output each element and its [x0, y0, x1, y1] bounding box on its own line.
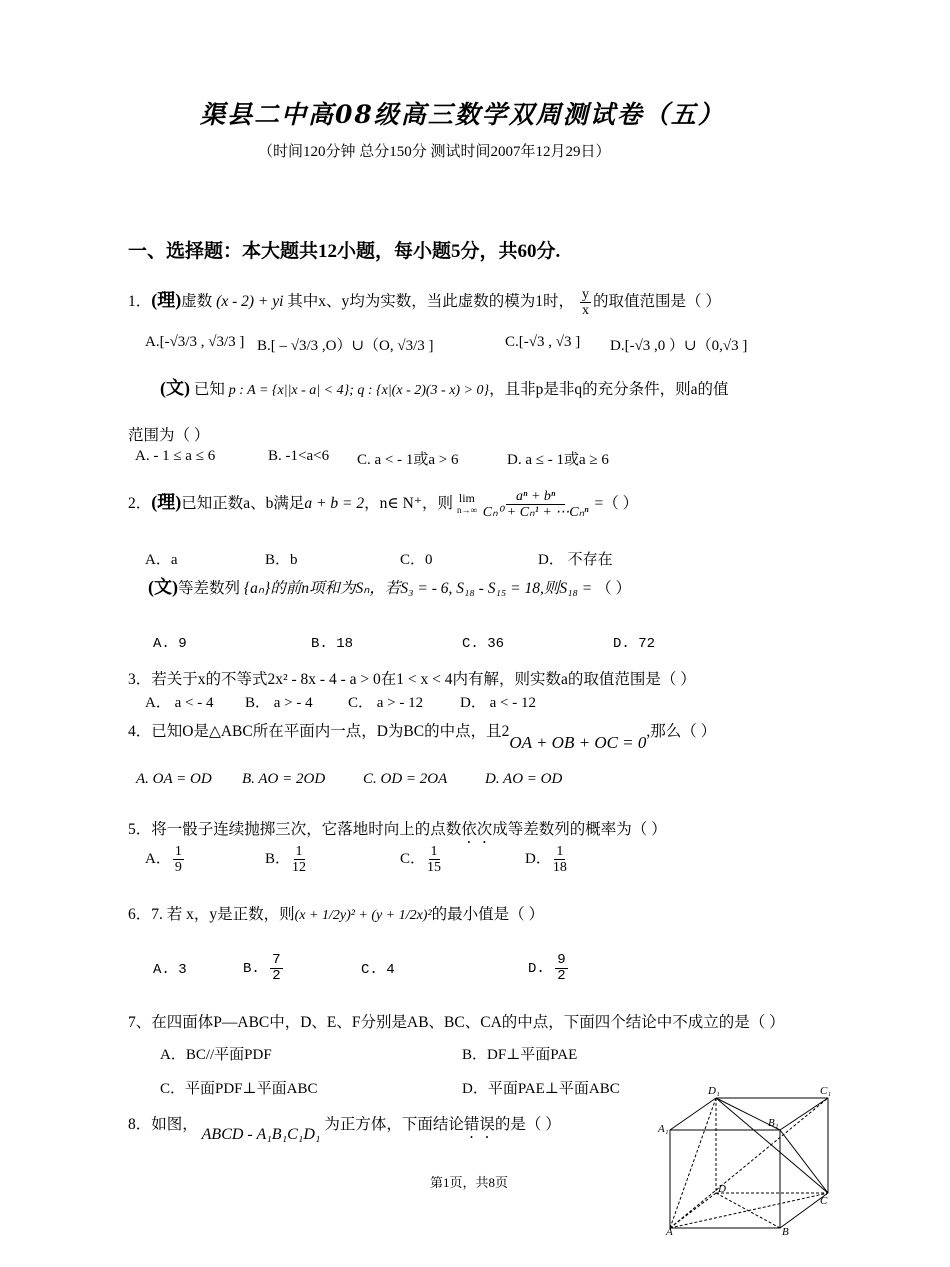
vertex-label: C: [820, 1195, 828, 1207]
vertex-label: D₁: [708, 1085, 720, 1097]
option-a[interactable]: A．a: [145, 552, 178, 568]
question-8: [128, 1112, 561, 1142]
emphasis: 错误: [463, 1116, 495, 1133]
front-face: [670, 1130, 780, 1228]
question-text: 成等差数列的概率为（ ）: [492, 821, 667, 838]
option-c[interactable]: C. a < - 1或a > 6: [357, 452, 459, 468]
question-text: 已知: [193, 381, 225, 398]
question-text: （ ）: [596, 580, 631, 597]
math-expression: ABCD - A₁B₁C₁D₁: [201, 1126, 321, 1143]
option-a[interactable]: A.[-√3/3 , √3/3 ]: [145, 334, 245, 350]
vertex-label: D: [718, 1183, 726, 1195]
math-expression: {aₙ}的前n项和为Sₙ，若S₃ = - 6, S₁₈ - S₁₅ = 18,则S₁₈ =: [243, 580, 593, 597]
question-text: 其中x、y均为实数，当此虚数的模为1时，: [287, 293, 575, 310]
page-number: 第1页，共8页: [430, 1175, 509, 1190]
option-b[interactable]: B. -1<a<6: [268, 448, 330, 464]
option-d[interactable]: D. AO = OD: [485, 771, 563, 787]
exam-info: （时间120分钟 总分150分 测试时间2007年12月29日）: [258, 144, 611, 160]
question-text: 范围为（ ）: [128, 427, 210, 444]
option-b[interactable]: B. AO = 2OD: [242, 771, 326, 787]
page-title: 渠县二中高08级高三数学双周测试卷（五）: [200, 100, 725, 129]
option-c[interactable]: C． $\frac{1}{15}$: [400, 844, 442, 875]
option-c[interactable]: C．平面PDF⊥平面ABC: [160, 1081, 318, 1097]
vertex-label: C₁: [820, 1085, 832, 1097]
math-expression: a + b = 2: [304, 495, 365, 512]
vertex-label: A₁: [658, 1123, 669, 1135]
question-text: 4．已知O是△ABC所在平面内一点，D为BC的中点，且2: [128, 723, 510, 740]
question-6: [128, 902, 544, 924]
question-text: 的取值范围是（ ）: [592, 293, 721, 310]
question-text: 为正方体，下面结论: [324, 1116, 464, 1133]
math-expression: (x + 1/2y)² + (y + 1/2x)²: [294, 908, 432, 923]
edge-B1C1: [780, 1098, 828, 1130]
arts-tag: (文): [160, 378, 190, 398]
edge-B1C: [780, 1130, 828, 1193]
question-2-wen: [148, 573, 631, 599]
option-a[interactable]: A．BC//平面PDF: [160, 1047, 272, 1063]
option-c[interactable]: C．0: [400, 552, 433, 568]
option-b[interactable]: B. $\frac{7}{2}$: [243, 952, 281, 984]
limit: lim n→∞: [456, 491, 477, 516]
option-c[interactable]: C. OD = 2OA: [363, 771, 448, 787]
question-number: 1．: [128, 293, 152, 310]
edge-DB: [716, 1193, 780, 1228]
fraction: $\frac{\text{aⁿ + bⁿ}}{\text{Cₙ⁰ + Cₙ¹ + ⋯Cₙⁿ}}$: [482, 488, 589, 520]
option-d[interactable]: D． a < - 12: [460, 695, 536, 711]
option-d[interactable]: D. 72: [613, 636, 656, 652]
question-text: 8．如图，: [128, 1116, 198, 1133]
science-tag: (理): [151, 492, 182, 512]
math-expression: (x - 2) + yi: [216, 293, 284, 310]
math-expression: p : A = {x||x - a| < 4}; q : {x|(x - 2)(3 - x) > 0}: [228, 383, 490, 398]
vertex-label: A: [666, 1226, 673, 1238]
option-a[interactable]: A. - 1 ≤ a ≤ 6: [135, 448, 216, 464]
option-a[interactable]: A． a < - 4: [145, 695, 214, 711]
question-text: ，且非p是非q的充分条件，则a的值: [489, 381, 729, 398]
question-text: 的最小值是（ ）: [431, 906, 545, 923]
emphasis: 依次: [461, 821, 493, 838]
question-1-wen: [160, 374, 729, 400]
option-c[interactable]: C. 36: [462, 636, 505, 652]
cube-diagram: [650, 1080, 840, 1240]
question-text: 5．将一骰子连续抛掷三次，它落地时向上的点数: [128, 821, 462, 838]
math-expression: OA + OB + OC = 0: [509, 733, 647, 752]
option-b[interactable]: B. 18: [311, 636, 354, 652]
vertex-label: B₁: [768, 1117, 779, 1129]
question-text: 的是（ ）: [494, 1116, 561, 1133]
option-b[interactable]: B．DF⊥平面PAE: [462, 1047, 578, 1063]
question-4: [128, 719, 717, 752]
option-a[interactable]: A． $\frac{1}{9}$: [145, 844, 182, 875]
option-d[interactable]: D. a ≤ - 1或a ≥ 6: [507, 452, 609, 468]
option-d[interactable]: D. $\frac{9}{2}$: [528, 952, 566, 984]
option-b[interactable]: B． a > - 4: [245, 695, 313, 711]
option-d[interactable]: D．平面PAE⊥平面ABC: [462, 1081, 620, 1097]
question-5: [128, 817, 667, 847]
option-d[interactable]: D.[-√3 ,0 ）∪（0,√3 ]: [610, 338, 748, 354]
question-text: 6．7. 若 x，y是正数，则: [128, 906, 295, 923]
edge-AC1: [670, 1098, 828, 1228]
question-text: =（ ）: [594, 495, 639, 512]
question-2-li: [128, 488, 638, 520]
question-text: 虚数: [181, 293, 213, 310]
question-text: 等差数列: [178, 580, 241, 597]
fraction: $\frac{y}{x}$: [581, 286, 589, 318]
option-b[interactable]: B.[ – √3/3 ,O）∪（O, √3/3 ]: [257, 338, 434, 354]
option-c[interactable]: C.[-√3 , √3 ]: [505, 334, 581, 350]
option-d[interactable]: D． 不存在: [538, 552, 613, 568]
option-b[interactable]: B． $\frac{1}{12}$: [265, 844, 307, 875]
edge-A1D1: [670, 1098, 716, 1130]
question-7: 7、在四面体P—ABC中，D、E、F分别是AB、BC、CA的中点，下面四个结论中不成立的是（ ）: [128, 1014, 785, 1031]
option-c[interactable]: C． a > - 12: [348, 695, 424, 711]
question-text: 已知正数a、b满足: [181, 495, 305, 512]
option-d[interactable]: D． $\frac{1}{18}$: [525, 844, 567, 875]
question-text: ,那么（ ）: [646, 723, 717, 740]
option-a[interactable]: A. OA = OD: [136, 771, 212, 787]
option-b[interactable]: B．b: [265, 552, 298, 568]
vertex-label: B: [782, 1226, 789, 1238]
question-text: ，n∈ N⁺，则: [364, 495, 454, 512]
edge-DA: [670, 1193, 716, 1228]
option-a[interactable]: A. 9: [153, 636, 187, 652]
arts-tag: (文): [148, 577, 178, 597]
option-c[interactable]: C. 4: [361, 962, 395, 978]
question-number: 2．: [128, 495, 152, 512]
option-a[interactable]: A. 3: [153, 962, 187, 978]
section-heading: 一、选择题：本大题共12小题，每小题5分，共60分.: [128, 241, 561, 262]
question-1-li: [128, 286, 721, 318]
science-tag: (理): [151, 290, 182, 310]
question-3: 3．若关于x的不等式2x² - 8x - 4 - a > 0在1 < x < 4内有解，则实数a的取值范围是（ ）: [128, 671, 696, 688]
